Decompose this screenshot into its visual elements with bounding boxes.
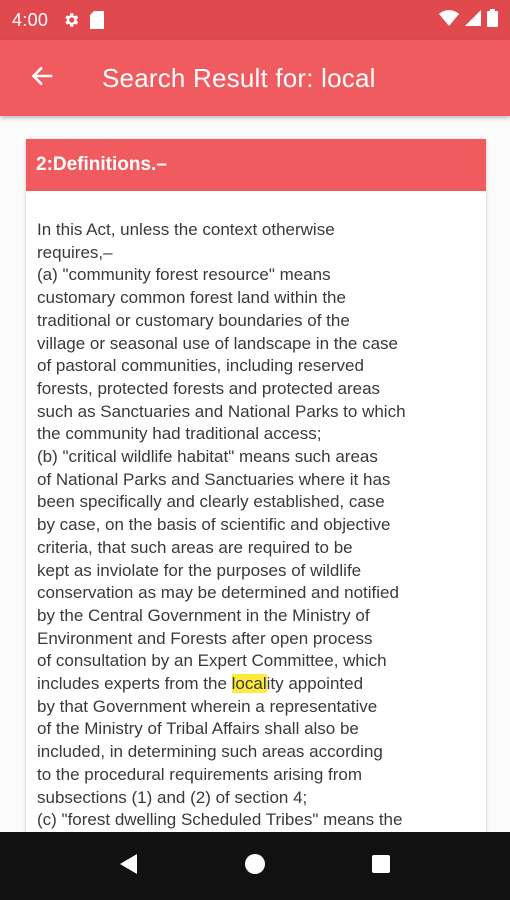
body-line: customary common forest land within the (37, 288, 346, 308)
back-triangle-icon (119, 853, 139, 880)
search-results-list[interactable] (0, 116, 510, 832)
nav-home-button[interactable] (235, 846, 275, 886)
nav-recents-button[interactable] (361, 846, 401, 886)
body-line: been specifically and clearly established, case (37, 492, 385, 512)
body-line: In this Act, unless the context otherwise (37, 220, 335, 239)
body-line: to the procedural requirements arising from (37, 764, 363, 784)
body-line: of the Ministry of Tribal Affairs shall also be (37, 719, 359, 739)
body-line: (c) "forest dwelling Scheduled Tribes" means the (37, 810, 403, 830)
result-card-header (26, 139, 486, 191)
status-bar (0, 0, 510, 40)
body-line: includes experts from the locality appointed (37, 674, 364, 694)
status-time: 4:00 (12, 9, 49, 30)
body-line: such as Sanctuaries and National Parks to which (37, 401, 406, 421)
body-line: village or seasonal use of landscape in the case (37, 333, 399, 353)
battery-icon (487, 9, 498, 32)
body-line: kept as inviolate for the purposes of wildlife (37, 560, 362, 580)
wifi-icon (439, 10, 459, 31)
app-bar (0, 40, 510, 116)
body-line: (b) "critical wildlife habitat" means such areas (37, 447, 378, 467)
sd-card-icon (90, 11, 104, 29)
body-line: subsections (1) and (2) of section 4; (37, 787, 308, 807)
back-button[interactable] (22, 58, 62, 98)
body-line: conservation as may be determined and notified (37, 583, 399, 603)
body-line: by case, on the basis of scientific and objective (37, 515, 391, 535)
body-line: included, in determining such areas according (37, 742, 383, 762)
body-line: by the Central Government in the Ministry of (37, 605, 370, 625)
nav-back-button[interactable] (109, 846, 149, 886)
navigation-bar (0, 832, 510, 900)
body-line: of National Parks and Sanctuaries where it has (37, 469, 391, 489)
body-line: requires,– (37, 242, 113, 262)
home-circle-icon (244, 853, 266, 880)
status-right-icons (439, 9, 498, 32)
search-highlight: local (231, 674, 267, 694)
arrow-left-icon (30, 64, 54, 93)
section-title: 2:Definitions.– (36, 154, 167, 175)
recents-square-icon (371, 854, 391, 879)
body-line: (a) "community forest resource" means (37, 265, 331, 285)
signal-icon (465, 10, 481, 31)
section-body (26, 191, 486, 832)
body-line: criteria, that such areas are required to be (37, 537, 353, 557)
body-line: of pastoral communities, including reserved (37, 356, 364, 376)
body-line: the community had traditional access; (37, 424, 322, 444)
gear-icon (62, 11, 80, 29)
page-title: Search Result for: local (102, 62, 376, 93)
body-line: Environment and Forests after open process (37, 628, 373, 648)
body-line: by that Government wherein a representative (37, 696, 378, 716)
body-line: forests, protected forests and protected areas (37, 378, 381, 398)
body-line: traditional or customary boundaries of the (37, 310, 350, 330)
result-card[interactable] (26, 139, 486, 832)
body-line: of consultation by an Expert Committee, which (37, 651, 387, 671)
